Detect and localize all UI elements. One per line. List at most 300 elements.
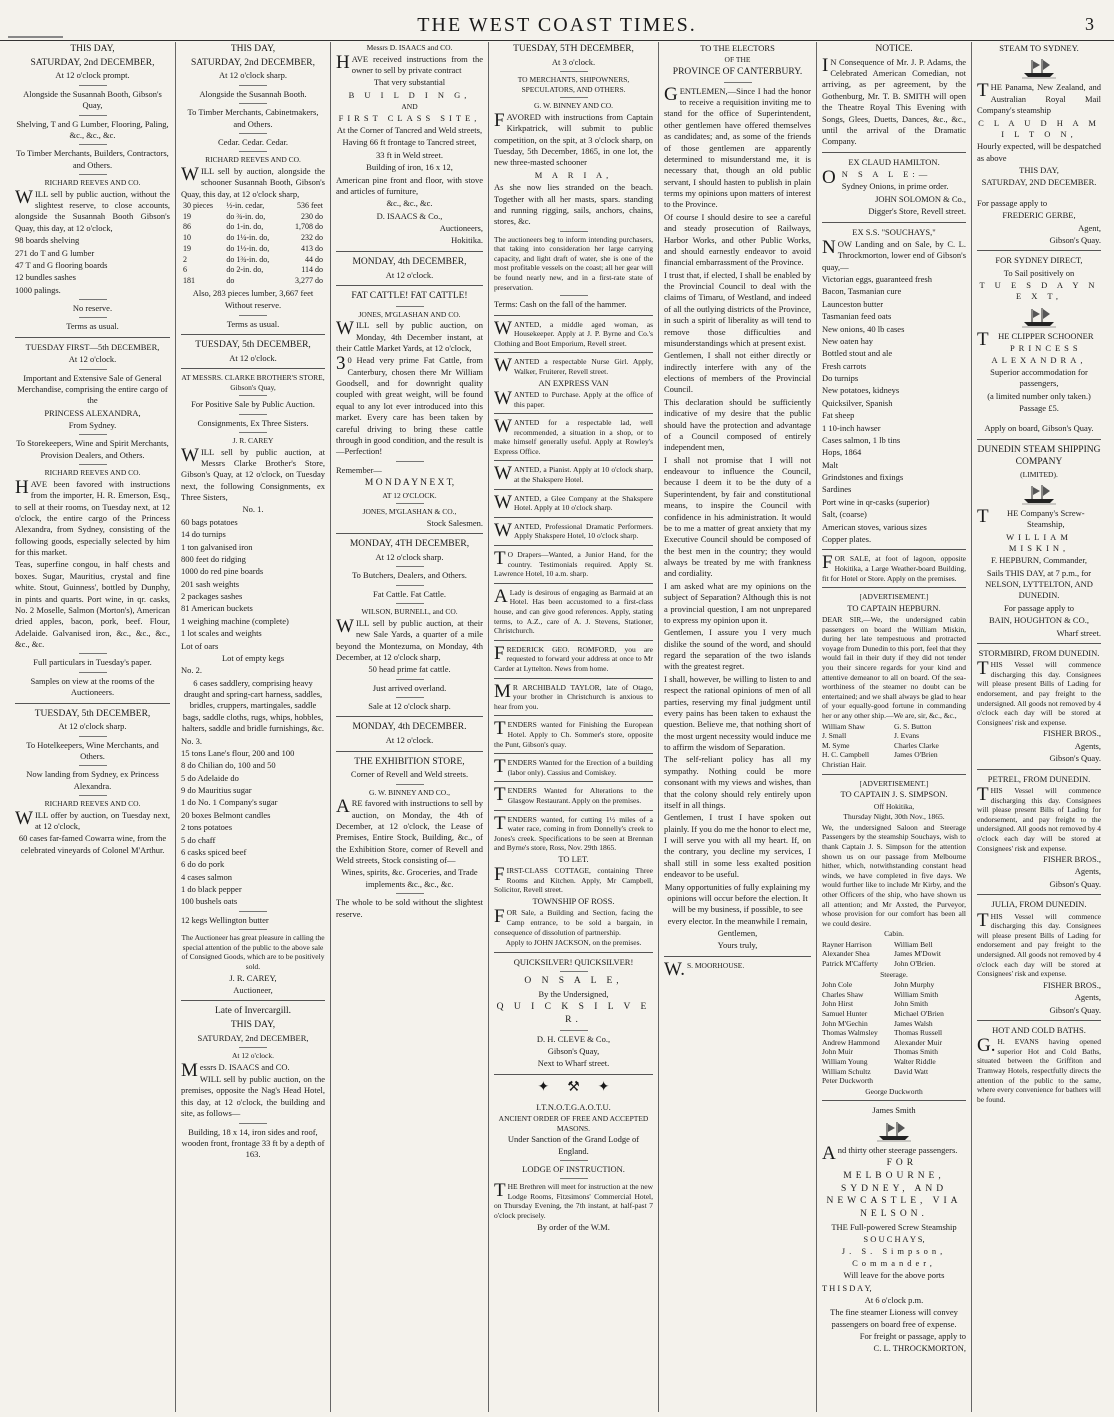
col4-text-15: WANTED, a Glee Company at the Shakspere Hotel. Apply at 10 o'clock sharp. [494,491,653,513]
col3-text-13: Auctioneers, [439,223,483,234]
col7-text-44: G.H. EVANS having opened superior Hot and Cold Baths, situated between the Griffiton and Tramway Hotels, respectfully directs the attention of the public to the same, where every convenience for bathers will be found. [977,1035,1101,1104]
short-rule [396,585,424,586]
col6-text-15: Bottled stout and ale [822,348,893,359]
col2-text-9: Without reserve. [224,300,282,311]
col3-text-1: HAVE received instructions from the owner to sell by private contract [336,51,483,75]
col7-text-3: Hourly expected, will be despatched as above [977,141,1101,163]
signatory-name: Thomas Smith [894,1047,938,1057]
signatory-name: John Muir [822,1047,854,1057]
signatory-name: J. Evans [894,731,919,741]
col1-text-19: From Sydney. [68,420,117,431]
col4-text-12: WANTED to Purchase. Apply at the office of this paper. [494,387,653,409]
short-rule [239,315,267,316]
col7-text-0: STEAM TO SYDNEY. [999,43,1079,53]
col6-text-90: C. L. THROCKMORTON, [873,1343,966,1354]
col2-text-39: 20 boxes Belmont candles [181,809,271,820]
short-rule [79,795,107,796]
col3-text-17: FAT CATTLE! FAT CATTLE! [351,290,468,301]
col6-text-13: New onions, 40 lb cases [822,323,905,334]
col7-text-21: THE Company's Screw-Steamship, [977,505,1085,530]
col7-text-23: F. HEPBURN, Commander, [990,555,1088,566]
col1-text-29: Now landing from Sydney, ex Princess Alexandra. [26,769,159,791]
column-rule [181,368,325,369]
col6-text-84: J. S. Simpson, Commander, [841,1246,947,1268]
col5-text-2: PROVINCE OF CANTERBURY. [672,66,803,77]
col1-text-7: WILL sell by public auction, without the slightest reserve, to close accounts, alongside the Susannah Booth Gibson's Quay, this day, at 12 o'clock, [15,186,170,233]
column-rule [977,250,1101,251]
col7-text-29: THIS Vessel will commence discharging this day. Consignees will please present Bills of Lading for endorsement, and pay freight to the undersigned. All goods not removed by 4 o'clock each day will be stored at Consignees' risk and expense. [977,658,1101,727]
col2-text-46: 100 bushels oats [181,896,238,907]
column-5 [659,42,817,1412]
table-cell: do 1¾-in. do, [226,254,270,264]
col4-text-28: FOR Sale, a Building and Section, facing the Camp entrance, to be sold a bargain, in consequence of dissolution of partnership. [494,906,653,937]
col4-text-4: FAVORED with instructions from Captain Kirkpatrick, will submit to public competition, on the spit, at 3 o'clock sharp, on Tuesday, 5th December, 1865, in one lot, the new three-masted schooner [494,109,653,168]
col2-text-12: At 12 o'clock. [229,352,277,363]
col7-text-42: Gibson's Quay. [1049,1004,1101,1015]
column-rule [336,716,483,717]
col4-text-40: LODGE OF INSTRUCTION. [522,1163,625,1174]
table-cell: 114 do [301,265,323,275]
columns [10,42,1106,1412]
col7-text-24: Sails THIS DAY, at 7 p.m., for NELSON, LYTTELTON, AND DUNEDIN. [985,567,1093,601]
short-rule [79,653,107,654]
col4-text-26: FIRST-CLASS COTTAGE, containing Three Rooms and Kitchen. Apply, Mr Campbell, Solicitor, Revell street. [494,864,653,895]
column-rule [181,334,325,335]
table-cell: 30 pieces [183,201,213,211]
signatory-name: James Walsh [894,1018,933,1028]
short-rule [396,306,424,307]
col6-text-2: EX CLAUD HAMILTON. [848,156,940,167]
signatory-name: Michael O'Brien [894,1009,944,1019]
col5-text-16: Yours truly, [717,940,758,951]
col3-text-28: To Butchers, Dealers, and Others. [352,570,467,581]
col4-text-5: M A R I A, [534,169,613,180]
col2-text-47: 12 kegs Wellington butter [181,914,269,925]
table-cell: do 1¼-in. do, [226,233,270,243]
col2-text-32: 6 cases saddlery, comprising heavy draught and spring-cart harness, saddles, bridles, cruppers, martingales, saddle bags, saddle cloths, rugs, whips, hobbles, halters, saddle and bridle furnishings, &c. [181,677,325,734]
column-rule [494,517,653,518]
short-rule [79,765,107,766]
short-rule [396,461,424,462]
col2-text-17: WILL sell by public auction, at Messrs Clarke Brother's Store, Gibson's Quay, at 12 o'clock, on Tuesday next, the following Consignments, ex Three Sisters, [181,444,325,503]
col4-text-14: WANTED, a Pianist. Apply at 10 o'clock sharp, at the Shakspere Hotel. [494,463,653,485]
column-rule [494,315,653,316]
col5-text-6: Gentlemen, I shall not either directly or indirectly interfere with any of the elections of members of the Provincial Council. [664,350,811,395]
col4-text-20: MR ARCHIBALD TAYLOR, late of Otago, your brother in Christchurch is anxious to hear from you. [494,680,653,711]
column-rule [181,1000,325,1001]
col6-text-81: FOR MELBOURNE, SYDNEY, AND NEWCASTLE, VIA NELSON. [826,1158,962,1219]
col7-text-18: Apply on board, Gibson's Quay. [984,423,1094,434]
col2-text-44: 4 cases salmon [181,871,232,882]
col4-text-11: AN EXPRESS VAN [538,377,609,388]
signatory-name: Walter Riddle [894,1057,936,1066]
col6-text-24: Malt [822,459,839,470]
short-rule [724,82,752,83]
column-rule [336,533,483,534]
column-rule [15,703,170,704]
table-cell: do [226,276,235,286]
table-cell: do 2-in. do, [226,265,264,275]
signature-list [822,940,966,969]
col2-text-4: To Timber Merchants, Cabinetmakers, and Others. [187,107,319,129]
table-cell: 3,277 do [295,276,323,286]
column-7 [972,42,1106,1412]
col6-text-86: T H I S D A Y, [822,1282,872,1293]
col3-text-8: 33 ft in Weld street. [376,149,443,160]
col7-text-12: T U E S D A Y N E X T, [979,280,1099,302]
short-rule [239,414,267,415]
col7-text-25: For passage apply to [1003,602,1075,613]
short-rule [560,97,588,98]
col3-text-19: WILL sell by public auction, on Monday, 4th December instant, at their Cattle Market Yards, at 12 o'clock, [336,318,483,353]
col1-text-20: To Storekeepers, Wine and Spirit Merchants, Provision Dealers, and Others. [16,438,169,460]
spacer [977,190,1101,197]
col2-text-16: J. R. CAREY [232,435,274,445]
short-rule [396,697,424,698]
col7-text-8: Agent, [1078,222,1101,233]
col6-text-6: Digger's Store, Revell street. [868,206,966,217]
col6-text-31: FOR SALE, at foot of lagoon, opposite Hokitika, a Large Weather-board Building, fit for Hotel or Store. Apply on the premises. [822,552,966,583]
col1-text-3: Alongside the Susannah Booth, Gibson's Quay, [23,88,162,111]
signatory-name: G. S. Button [894,721,932,731]
column-rule [664,956,811,957]
col1-text-10: 47 T and G flooring boards [15,259,108,270]
column-rule [15,337,170,338]
col3-text-10: American pine front and floor, with stove and articles of furniture, [336,174,483,196]
col4-text-23: TENDERS Wanted for Alterations to the Glasgow Restaurant. Apply on the premises. [494,784,653,806]
col6-text-12: Tasmanian feed oats [822,311,892,322]
col4-text-36: Next to Wharf street. [537,1058,610,1069]
col7-text-15: Superior accommodation for passengers, [990,366,1088,389]
col4-text-31: O N S A L E, [524,976,623,987]
table-cell: ½-in. cedar, [226,201,265,211]
col1-text-30: RICHARD REEVES AND CO. [44,799,141,809]
signature-list [822,722,966,770]
star-icon: ✦ [597,1079,610,1095]
col6-text-49: Cabin. [884,929,904,939]
compass-square-icon: ⚒ [567,1079,580,1095]
table-cell: 19 [183,243,191,253]
short-rule [239,133,267,134]
table-row [181,233,325,244]
col6-text-28: Salt, (coarse) [822,509,867,520]
col7-text-37: Gibson's Quay. [1049,878,1101,889]
col2-text-52: THIS DAY, [230,1020,276,1030]
col6-text-29: American stoves, various sizes [822,521,927,532]
col3-text-2: That very substantial [373,77,446,88]
col4-text-3: G. W. BINNEY AND CO. [533,101,614,111]
col3-text-12: D. ISAACS & Co., [376,210,443,221]
col2-text-42: 6 casks spiced beef [181,846,247,857]
col1-text-4: Shelving, T and G Lumber, Flooring, Paling, &c., &c., &c. [16,118,169,140]
column-rule [822,1100,966,1101]
col3-text-7: Having 66 ft frontage to Tancred street, [342,137,477,148]
col7-text-34: THIS Vessel will commence discharging this day. Consignees will please present Bills of Lading for endorsement, and pay freight to the undersigned. All goods not removed by 4 o'clock each day will be stored at Consignees' risk and expense. [977,783,1101,853]
col6-text-32: [ADVERTISEMENT.] [859,592,929,602]
col7-text-39: THIS Vessel will commence discharging this day. Consignees will please present Bills of Lading for endorsement and pay freight to the undersigned. All goods not removed by 4 o'clock each day will be stored at Consignees' risk and expense. [977,909,1101,979]
col6-text-9: Victorian eggs, guaranteed fresh [822,274,932,285]
column-rule [822,587,966,588]
signatory-name: William Schultz [822,1066,871,1076]
col1-text-16: At 12 o'clock. [68,354,117,365]
col6-text-44: [ADVERTISEMENT.] [859,778,929,788]
col3-text-38: Corner of Revell and Weld streets. [350,769,469,780]
col2-text-51: Late of Invercargill. [214,1006,292,1017]
column-rule [494,715,653,716]
column-rule [977,894,1101,895]
col6-text-89: For freight or passage, apply to [859,1331,966,1342]
col6-text-78: George Duckworth [865,1086,923,1096]
col5-text-5: I trust that, if elected, I shall be enabled by the Provincial Council to deal with the claims of Timaru, of Westland, and indeed of all the outlying districts of the Province, in such a spirit of liberality as will tend to remove those difficulties and misunderstandings which at present exist. [664,269,811,348]
signatory-name: William Shaw [822,721,865,731]
short-rule [560,1030,588,1031]
col2-text-54: At 12 o'clock. [232,1051,274,1061]
signatory-name: Alexander Muir [894,1037,943,1047]
spacer [977,415,1101,422]
short-rule [396,603,424,604]
col1-text-25: Samples on view at the rooms of the Auctioneers. [30,675,155,698]
col3-text-25: Stock Salesmen. [426,518,483,528]
short-rule [239,432,267,433]
table-cell: 181 [183,276,195,286]
col6-text-88: The fine steamer Lioness will convey passengers on board free of expense. [830,1307,958,1329]
masonic-emblem [494,1079,653,1098]
col5-text-15: Gentlemen, [717,928,758,939]
short-rule [396,566,424,567]
col2-text-26: 81 American buckets [181,603,253,614]
col7-text-11: To Sail positively on [1003,267,1075,278]
signatory-name: John Murphy [894,980,935,990]
short-rule [396,893,424,894]
col2-text-24: 201 sash weights [181,578,240,589]
col7-text-6: For passage apply to [977,197,1048,208]
table-cell: do 1½-in. do, [226,243,270,253]
col7-text-2: C L A U D H A M I L T O N, [978,117,1100,139]
short-rule [239,103,267,104]
col7-text-4: THIS DAY, [1019,165,1059,175]
col4-text-21: TENDERS wanted for Finishing the European Hotel. Apply to Ch. Sommer's store, opposite the Punt, Gibson's quay. [494,718,653,749]
col4-text-9: WANTED, a middle aged woman, as Housekeeper. Apply at J. P. Byrne and Co.'s Clothing and Boot Emporium, Revell street. [494,317,653,348]
table-cell: do 1-in. do, [226,222,264,232]
signatory-name: Christian Hair. [822,760,867,769]
col2-text-53: SATURDAY, 2nd DECEMBER, [197,1032,309,1043]
signatory-name: M. Syme [822,740,850,750]
table-row [181,255,325,266]
col6-text-14: New oaten hay [822,335,873,346]
short-rule [239,1123,267,1124]
table-cell: 10 [183,233,191,243]
col4-text-19: FREDERICK GEO. ROMFORD, you are requested to forward your address at once to Mr Carder at Lyttelton. News from home. [494,642,653,673]
col7-text-20: (LIMITED). [1020,470,1058,480]
col4-text-8: Terms: Cash on the fall of the hammer. [494,299,627,310]
short-rule [396,784,424,785]
col1-text-2: At 12 o'clock prompt. [55,70,130,81]
col5-text-1: OF THE [724,55,751,65]
col7-text-38: JULIA, FROM DUNEDIN. [991,899,1087,910]
col6-text-19: Quicksilver, Spanish [822,397,893,408]
col2-text-49: J. R. CAREY, [229,972,277,983]
col1-text-6: RICHARD REEVES AND CO. [44,178,141,188]
col3-text-4: AND [401,102,418,112]
signatory-name: Samuel Hunter [822,1009,868,1019]
short-rule [79,736,107,737]
col7-text-13: THE CLIPPER SCHOONER [977,328,1094,350]
col6-text-46: Off Hokitika, [873,801,915,811]
col5-text-13: Gentlemen, I trust I have spoken out plainly. If you do me the honor to elect me, I will serve you with all my heart. If, on the contrary, you decline my services, I shall still in some less exalted position endeavor to be useful. [664,812,811,880]
short-rule [560,231,588,232]
signature-list [822,980,966,1086]
col2-text-29: Lot of oars [181,640,219,651]
col2-text-6: RICHARD REEVES AND CO. [205,155,301,165]
col7-text-43: HOT AND COLD BATHS. [992,1024,1086,1035]
col5-text-4: Of course I should desire to see a careful and steady prosecution of Railways, Harbor Works, and other Public Works, and should earnestly endeavor to avoid financial embarrassment of the Province. [664,211,811,268]
col6-text-79: James Smith [872,1105,916,1116]
col3-text-0: Messrs D. ISAACS and CO. [366,43,453,52]
col4-text-29: Apply to JOHN JACKSON, on the premises. [505,938,642,948]
column-2 [176,42,331,1412]
table-row [181,222,325,233]
col3-text-16: At 12 o'clock. [385,269,434,280]
col4-text-18: ALady is desirous of engaging as Barmaid at an Hotel. Has been accustomed to a first-class house, and can give good references. Apply, stating terms, to A.Z., care of A. J. Stevens, Stationer, Christchurch. [494,585,653,636]
table-cell: do ¾-in. do, [226,211,266,221]
col7-text-40: FISHER BROS., [1043,979,1101,990]
signatory-name: Thomas Russell [894,1028,943,1038]
col6-text-23: Hops, 1864 [822,447,862,458]
table-cell: 536 feet [297,201,323,211]
ship-icon [1022,57,1056,79]
column-rule [822,549,966,550]
col3-text-11: &c., &c., &c. [386,198,433,209]
col3-text-40: ARE favored with instructions to sell by auction, on Monday, the 4th of December, at 12 o'clock, the Lease of Premises, Entire Stock, Building, &c., of the Exhibition Store, corner of Revell and Weld streets, Stock consisting of— [336,796,483,866]
short-rule [79,369,107,370]
signatory-name: John Hirst [822,999,854,1009]
col6-text-30: Copper plates. [822,533,872,544]
signatory-name: John Smith [894,999,928,1009]
col2-text-10: Terms as usual. [226,318,280,329]
col7-text-36: Agents, [1074,866,1101,877]
col3-text-29: Fat Cattle. Fat Cattle. [373,588,446,599]
col3-text-21: Remember— [336,464,382,475]
column-rule [822,774,966,775]
column-rule [494,810,653,811]
col2-text-5: Cedar. Cedar. Cedar. [217,136,289,147]
col7-text-7: FREDERIC GERBE, [1002,210,1076,221]
col3-text-34: Sale at 12 o'clock sharp. [368,701,451,712]
col2-text-28: 1 lot scales and weights [181,628,262,639]
signatory-name: J. Small [822,731,847,741]
col6-text-10: Bacon, Tasmanian cure [822,286,902,297]
table-row [181,276,325,287]
col6-text-1: IN Consequence of Mr. J. P. Adams, the Celebrated American Comedian, not arriving, as per agreement, by the Gothenburg, Mr. T. B. SMITH will open the Theatre Royal This Evening with Songs, Glees, Duetts, Dances, &c., &c., until the arrival of the Dramatic Company. [822,54,966,147]
col6-text-21: 1 10-inch hawser [822,422,881,433]
col1-text-5: To Timber Merchants, Builders, Contractors, and Others. [16,148,169,170]
signatory-name: Peter Duckworth [822,1076,874,1086]
col7-text-1: THE Panama, New Zealand, and Australian Royal Mail Company's steamship [977,80,1101,116]
col6-text-18: New potatoes, kidneys [822,385,900,396]
column-rule [494,352,653,353]
table-cell: 413 do [301,243,323,253]
col2-text-48: The Auctioneer has great pleasure in calling the special attention of the public to the above sale of Consigned Goods, which are to be positively sold. [181,933,325,971]
col6-text-45: TO CAPTAIN J. S. SIMPSON. [840,789,948,800]
col4-text-37: I.T.N.O.T.G.A.O.T.U. [536,1101,611,1112]
col3-text-20: 30 Head very prime Fat Cattle, from Canterbury, chosen there Mr William Goodsell, and for downright quality coupled with great weight, will be found equal to any lot ever introduced into this market. Every care has been taken by careful driving to bring these cattle through in good condition, and the result is—Perfection! [336,353,483,457]
col4-text-10: WANTED a respectable Nurse Girl. Apply, Walker, Fruiterer, Revell street. [494,355,653,377]
column-rule [977,439,1101,440]
short-rule [79,672,107,673]
col5-text-9: I am asked what are my opinions on the subject of Separation? Although this is not a provincial question, I am not unprepared to express my opinion upon it. [664,580,811,625]
col5-text-7: This declaration should be sufficiently indicative of my desire that the public should have the protection and advantage of a Council composed of entirely independent men, [664,396,811,453]
column-rule [822,222,966,223]
col5-text-14: Many opportunities of fully explaining my opinions will occur before the election. It will be my business, if possible, to see every elector. In the meanwhile I remain, [664,881,811,926]
col4-text-2: TO MERCHANTS, SHIPOWNERS, SPECULATORS, AND OTHERS. [517,75,630,94]
col3-text-24: JONES, M'GLASHAN & CO., [362,507,457,517]
short-rule [239,85,267,86]
table-row [181,212,325,223]
col2-text-25: 2 packages sashes [181,591,243,602]
col4-text-32: By the Undersigned, [538,988,609,999]
col5-text-3: GENTLEMEN,—Since I had the honor to receive a requisition inviting me to stand for the office of Superintendent, other gentlemen have offered themselves as candidates; and, as some of the friends of those gentlemen are apparently determined to misunderstand me, it is necessary that, though an old public servant, I should hasten to publish in plain terms my opinions upon matters of interest to the Province. [664,83,811,210]
col7-text-9: Gibson's Quay. [1049,234,1101,245]
col7-text-35: FISHER BROS., [1043,854,1101,865]
short-rule [79,85,107,86]
col3-text-15: MONDAY, 4th DECEMBER, [352,256,467,267]
signatory-name: Andrew Hammond [822,1037,880,1047]
column-rule [977,1020,1101,1021]
col3-text-23: AT 12 O'CLOCK. [382,490,437,500]
col4-text-33: Q U I C K S I L V E R. [496,1002,651,1025]
col4-text-22: TENDERS Wanted for the Erection of a building (labor only). Cassius and Comiskey. [494,756,653,778]
col2-text-33: No. 3. [181,735,203,746]
col2-text-38: 1 do No. 1 Company's sugar [181,797,278,808]
cedar-lumber-table [181,201,325,287]
col7-text-14: PRINCESS ALEXANDRA, [991,343,1087,365]
col3-text-3: B U I L D I N G, [348,89,471,100]
short-rule [239,395,267,396]
col2-text-14: For Positive Sale by Public Auction. [191,399,315,410]
col2-text-37: 9 do Mauritius sugar [181,785,252,796]
col2-text-35: 8 do Chilian do, 100 and 50 [181,760,276,771]
col7-text-31: Agents, [1074,740,1101,751]
column-rule [494,678,653,679]
col6-text-8: NOW Landing and on Sale, by C. L. Throckmorton, lower end of Gibson's quay,— [822,236,966,272]
masthead [0,0,1114,41]
col6-text-87: At 6 o'clock p.m. [864,1294,924,1305]
signatory-name: John Cole [822,980,853,990]
column-rule [494,460,653,461]
short-rule [239,929,267,930]
short-rule [560,971,588,972]
col3-text-36: At 12 o'clock. [385,735,434,746]
ship-icon [1022,306,1056,328]
col2-text-8: Also, 283 pieces lumber, 3,667 feet [192,287,314,298]
col2-text-43: 6 do do pork [181,859,225,870]
short-rule [560,1160,588,1161]
col2-text-30: Lot of empty kegs [221,652,285,663]
col7-text-26: BAIN, HOUGHTON & CO., [989,615,1089,626]
col1-text-17: Important and Extensive Sale of General Merchandise, comprising the entire cargo of the [17,372,168,406]
col4-text-38: ANCIENT ORDER OF FREE AND ACCEPTED MASONS. [498,1113,649,1133]
col4-text-0: TUESDAY, 5TH DECEMBER, [513,44,634,54]
table-cell: 1,708 do [295,222,323,232]
col1-text-31: WILL offer by auction, on Tuesday next, at 12 o'clock, [15,807,170,832]
col3-text-39: G. W. BINNEY AND CO., [369,787,450,797]
short-rule [79,144,107,145]
signatory-name: John M'Gechin [822,1018,868,1028]
short-rule [560,71,588,72]
col1-text-24: Full particulars in Tuesday's paper. [33,657,152,668]
short-rule [79,317,107,318]
col2-text-55: Messrs D. ISAACS and CO. [181,1059,290,1081]
